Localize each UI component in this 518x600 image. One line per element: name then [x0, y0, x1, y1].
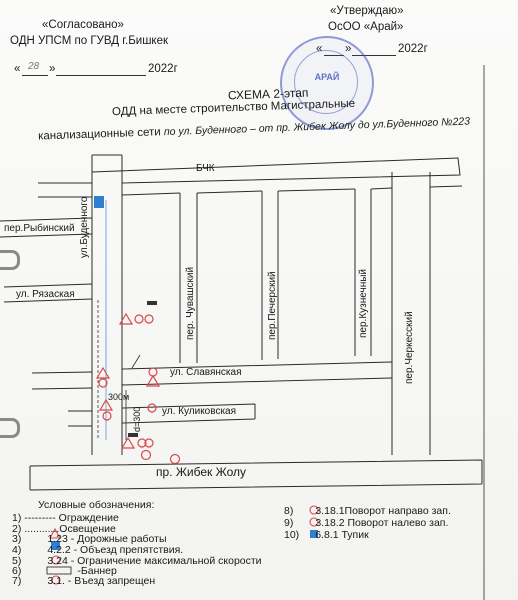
turn-prohibited-sign — [142, 451, 151, 460]
legend-item: 6) -Баннер — [12, 565, 117, 577]
no-entry-sign — [135, 315, 143, 323]
approval-left-date-close: » — [49, 63, 56, 75]
dimension-arrow — [132, 355, 140, 368]
dead-end-sign — [94, 196, 104, 208]
no-entry-sign — [148, 404, 156, 412]
approval-right-org: ОсОО «Арай» — [328, 21, 404, 33]
legend-item: 2) ............Освещение — [12, 523, 116, 535]
street-label-budennogo: ул.Буденного — [79, 196, 90, 258]
scheme-subtitle-route: по ул. Буденного – от пр. Жибек Жолу до ул.Буденного №223 — [163, 115, 471, 139]
approval-left-org: ОДН УПСМ по ГУВД г.Бишкек — [10, 35, 169, 47]
legend-item: 10) 6.8.1 Тупик — [284, 529, 369, 541]
legend-item: 7) 3.1. - Въезд запрещен — [12, 575, 156, 587]
legend-item: 3) 1.23 - Дорожные работы — [12, 533, 167, 545]
pipe-diameter-label: d=300 — [132, 406, 142, 432]
street-label-ryazskaya: ул. Рязаская — [16, 289, 75, 300]
approval-right-title: «Утверждаю» — [330, 5, 404, 17]
dimension-300m-label: 300м — [108, 392, 130, 402]
no-entry-sign — [103, 412, 111, 420]
legend-heading: Условные обозначения: — [38, 499, 155, 511]
street-label-cherkessky: пер.Черкесский — [404, 311, 415, 384]
approval-left-date-open: « — [14, 63, 21, 75]
no-entry-sign — [145, 315, 153, 323]
scheme-subtitle-main: канализационные сети — [37, 126, 161, 143]
approval-left-day: 28 — [28, 61, 40, 72]
banner-sign-top — [147, 301, 157, 305]
scheme-subtitle: ОДД на месте строительство Магистральные — [111, 97, 356, 119]
approval-right-date-open: « — [316, 43, 323, 55]
road-bchk — [38, 158, 460, 183]
approval-left-year: 2022г — [148, 63, 178, 75]
street-label-bchk: БЧК — [196, 163, 215, 174]
approval-right-year: 2022г — [398, 43, 428, 55]
street-label-kulikovskaya: ул. Куликовская — [162, 406, 237, 417]
legend-item: 9) 3.18.2 Поворот налево зап. — [284, 517, 449, 529]
turn-prohibited-sign — [171, 455, 180, 464]
road-works-sign — [97, 368, 109, 378]
scheme-title: СХЕМА 2-этап — [227, 85, 309, 103]
street-label-chuvashsky: пер. Чувашский — [185, 266, 196, 340]
approval-left-title: «Согласовано» — [42, 19, 124, 31]
road-zhibek-zholu — [30, 460, 482, 490]
company-seal-text: АРАЙ — [314, 72, 340, 82]
street-label-zhibek-zholu: пр. Жибек Жолу — [156, 465, 246, 479]
legend-item: 8) 3.18.1Поворот направо зап. — [284, 505, 451, 517]
no-entry-sign — [149, 368, 157, 376]
legend-item: 5) 3.24 - Ограничение максимальной скорости — [12, 555, 262, 567]
legend-item: 1) --------- Ограждение — [12, 512, 119, 524]
approval-right-date-close: » — [345, 43, 352, 55]
street-label-slavyanskaya: ул. Славянская — [170, 367, 242, 378]
street-label-pechersky: пер.Печерский — [267, 271, 278, 340]
road-bchk-lower — [122, 186, 462, 195]
street-label-kuznechny: пер.Кузнечный — [358, 269, 369, 338]
banner-sign — [128, 433, 138, 437]
road-works-sign — [122, 438, 134, 448]
street-label-rybinsky: пер.Рыбинский — [4, 223, 75, 234]
legend-item: 4) 4.2.2 - Объезд препятствия. — [12, 544, 184, 556]
